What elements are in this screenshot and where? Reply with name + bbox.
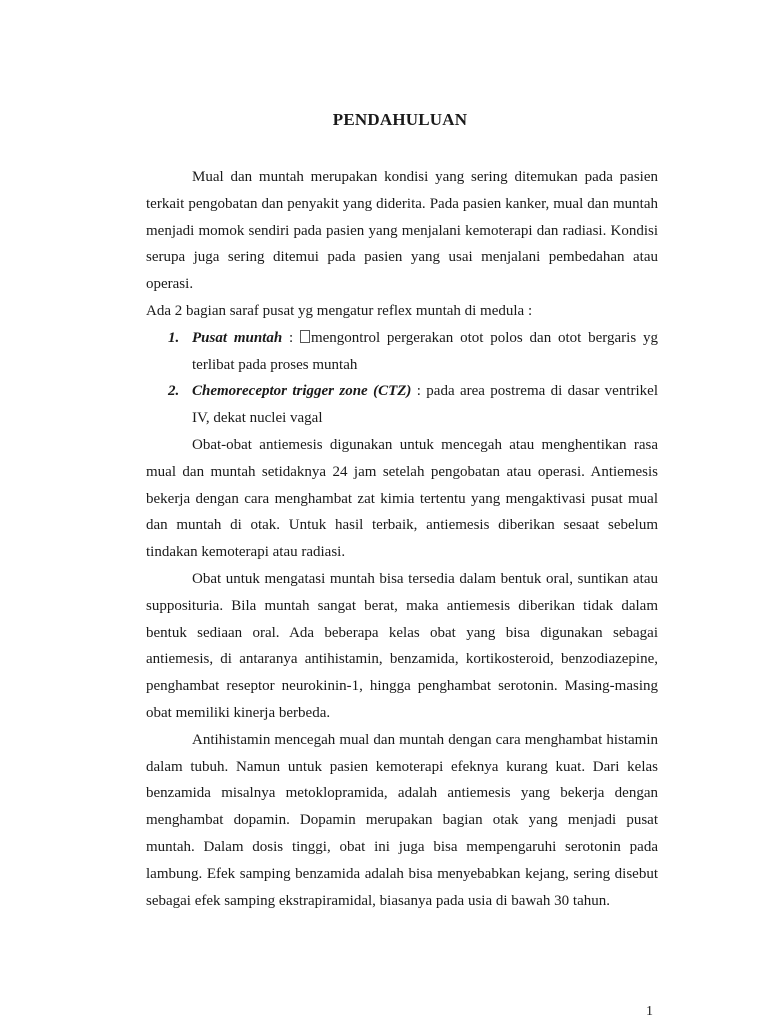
list-item-separator: : [282, 329, 300, 346]
antiemesis-paragraph: Obat-obat antiemesis digunakan untuk mencegah atau menghentikan rasa mual dan muntah setidaknya 24 jam setelah pengobatan atau operasi. Antiemesis bekerja dengan cara menghambat zat kimia tertentu yang mengaktivasi pusat mual dan muntah di otak. Untuk hasil terbaik, antiemesis diberikan sesaat sebelum tindakan kemoterapi atau radiasi. [146, 436, 658, 561]
reflex-lead-line: Ada 2 bagian saraf pusat yg mengatur reflex muntah di medula : [146, 302, 533, 319]
page-title: PENDAHULUAN [332, 110, 468, 129]
list-item-number: 2. [168, 383, 180, 400]
page-number: 1 [646, 1004, 653, 1019]
antihistamine-paragraph: Antihistamin mencegah mual dan muntah dengan cara menghambat histamin dalam tubuh. Namun untuk pasien kemoterapi efeknya kurang kuat. Dari kelas benzamida misalnya metoklopramida, adalah antiemesis yang bekerja dengan menghambat dopamin. Dopamin merupakan bagian otak yang menjadi pusat muntah. Dalam dosis tinggi, obat ini juga bisa mempengaruhi serotonin pada lambung. Efek samping benzamida adalah bisa menyebabkan kejang, sering disebut sebagai efek samping ekstrapiramidal, biasanya pada usia di bawah 30 tahun. [146, 731, 658, 909]
reflex-list [146, 325, 658, 432]
list-item-term: Pusat muntah [192, 329, 283, 346]
list-item [168, 325, 658, 379]
list-item-number: 1. [168, 329, 180, 346]
list-item-text: mengontrol pergerakan otot polos dan otot bergaris yg terlibat pada proses muntah [192, 329, 658, 373]
list-item-term: Chemoreceptor trigger zone (CTZ) [192, 383, 412, 400]
dosage-forms-paragraph: Obat untuk mengatasi muntah bisa tersedia dalam bentuk oral, suntikan atau supposituria. Bila muntah sangat berat, maka antiemesis diberikan tidak dalam bentuk sediaan oral. Ada beberapa kelas obat yang bisa digunakan sebagai antiemesis, di antaranya antihistamin, benzamida, kortikosteroid, benzodiazepine, penghambat reseptor neurokinin-1, hingga penghambat serotonin. Masing-masing obat memiliki kinerja berbeda. [146, 570, 658, 721]
missing-glyph-icon [300, 330, 310, 343]
list-item-text: pada area postrema di dasar ventrikel IV, dekat nuclei vagal [192, 383, 658, 427]
intro-paragraph: Mual dan muntah merupakan kondisi yang sering ditemukan pada pasien terkait pengobatan dan penyakit yang diderita. Pada pasien kanker, mual dan muntah menjadi momok sendiri pada pasien yang menjalani kemoterapi dan radiasi. Kondisi serupa juga sering ditemui pada pasien yang usai menjalani pembedahan atau operasi. [146, 169, 658, 293]
list-item [168, 378, 658, 432]
document-body [146, 164, 658, 914]
list-item-separator: : [411, 383, 427, 400]
